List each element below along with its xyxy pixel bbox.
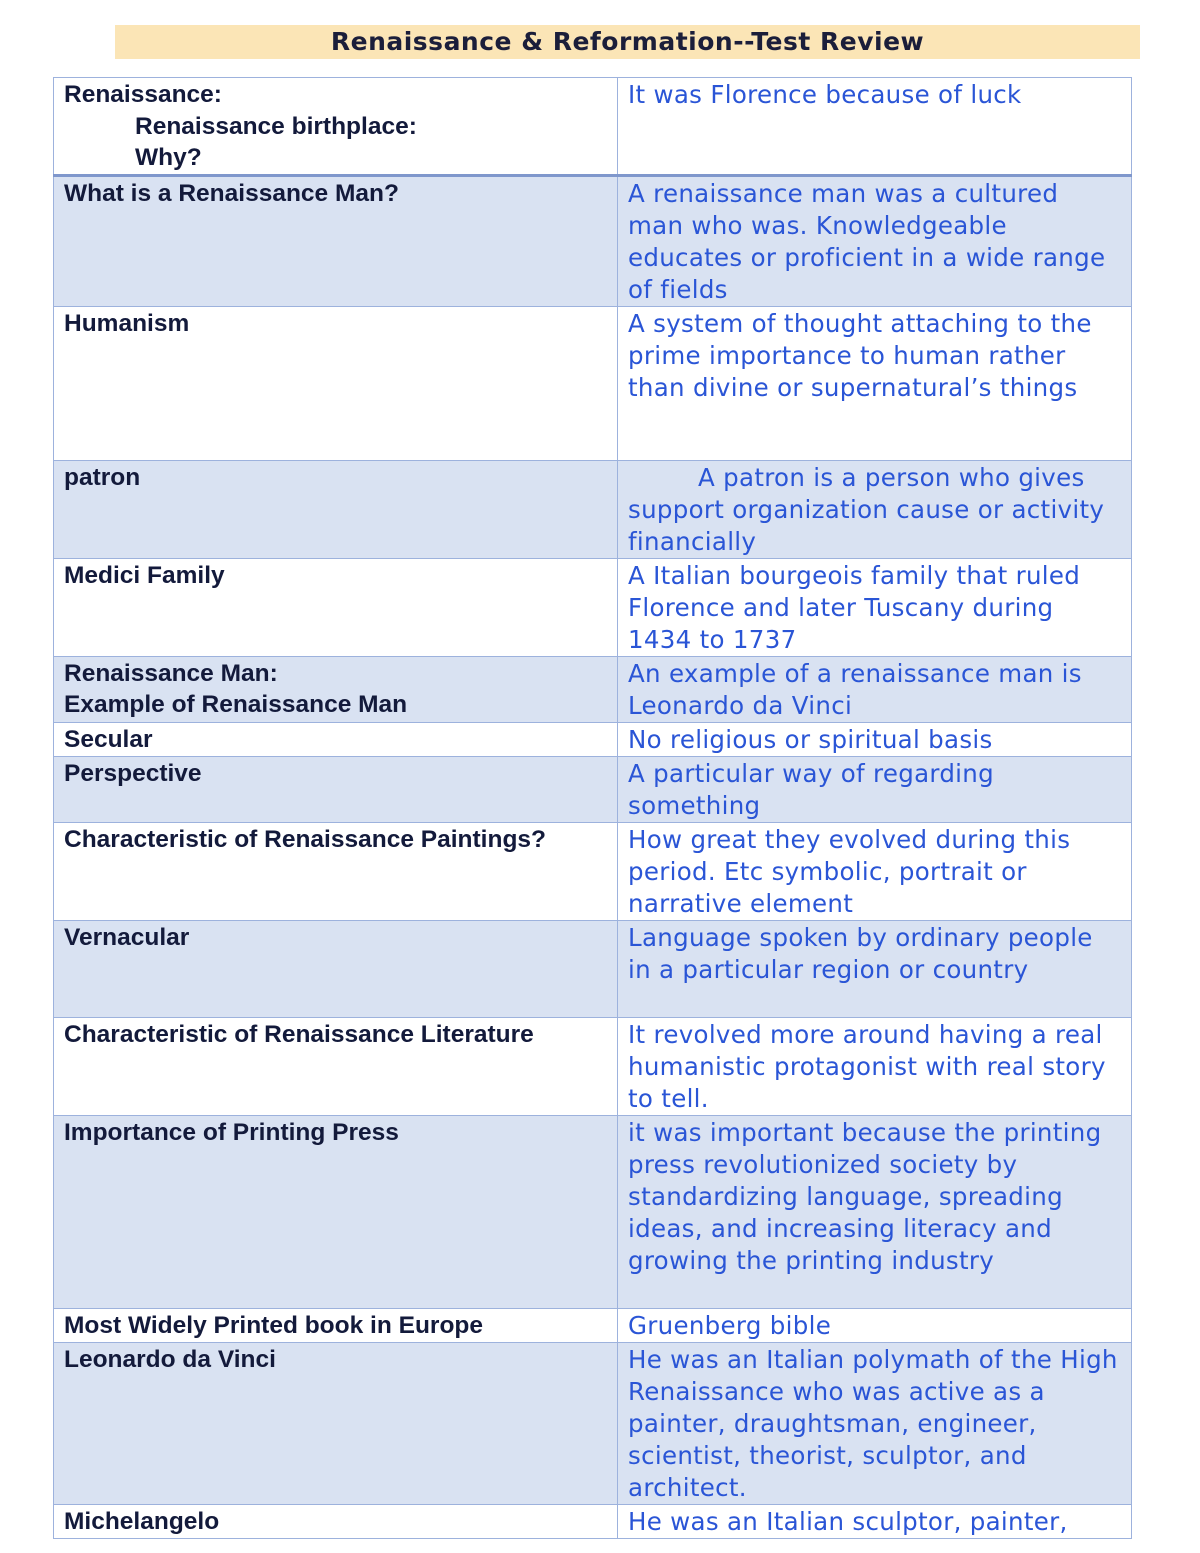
definition-cell: It revolved more around having a real humanistic protagonist with real story to tell. xyxy=(618,1017,1132,1115)
definition-cell: Gruenberg bible xyxy=(618,1308,1132,1342)
table-row xyxy=(54,558,1132,656)
table-row xyxy=(54,1017,1132,1115)
term-line: Why? xyxy=(135,144,202,171)
table-row xyxy=(54,306,1132,460)
term-cell: Humanism xyxy=(54,306,618,460)
table-row xyxy=(54,460,1132,558)
term-cell: What is a Renaissance Man? xyxy=(54,175,618,306)
table-row xyxy=(54,822,1132,920)
table-row xyxy=(54,1308,1132,1342)
definition-cell: No religious or spiritual basis xyxy=(618,722,1132,756)
definition-cell: A particular way of regarding something xyxy=(618,756,1132,822)
definition-cell: He was an Italian sculptor, painter, xyxy=(618,1504,1132,1538)
table-row xyxy=(54,1504,1132,1538)
table-row xyxy=(54,920,1132,1017)
term-line: Renaissance Man: xyxy=(64,659,278,687)
term-cell: Importance of Printing Press xyxy=(54,1115,618,1308)
table-row xyxy=(54,756,1132,822)
definition-cell: He was an Italian polymath of the High Renaissance who was active as a painter, draughtsman, engineer, scientist, theorist, sculptor, and architect. xyxy=(618,1342,1132,1504)
page-title: Renaissance & Reformation--Test Review xyxy=(115,25,1140,59)
term-cell: Vernacular xyxy=(54,920,618,1017)
term-cell: Characteristic of Renaissance Paintings? xyxy=(54,822,618,920)
term-cell: Secular xyxy=(54,722,618,756)
term-cell: Medici Family xyxy=(54,558,618,656)
table-row xyxy=(54,722,1132,756)
definition-cell: An example of a renaissance man is Leonardo da Vinci xyxy=(618,656,1132,722)
definition-cell: A renaissance man was a cultured man who was. Knowledgeable educates or proficient in a wide range of fields xyxy=(618,175,1132,306)
table-row xyxy=(54,78,1132,176)
term-line: Renaissance birthplace: xyxy=(135,112,417,140)
term-line: Renaissance: xyxy=(64,81,222,108)
review-table xyxy=(53,77,1132,1539)
term-cell: patron xyxy=(54,460,618,558)
term-cell xyxy=(54,78,618,176)
definition-cell: Language spoken by ordinary people in a particular region or country xyxy=(618,920,1132,1017)
term-line: Example of Renaissance Man xyxy=(64,691,408,718)
table-row xyxy=(54,1115,1132,1308)
definition-cell: It was Florence because of luck xyxy=(618,78,1132,176)
definition-cell: A patron is a person who gives support organization cause or activity financially xyxy=(618,460,1132,558)
term-cell: Most Widely Printed book in Europe xyxy=(54,1308,618,1342)
term-cell: Characteristic of Renaissance Literature xyxy=(54,1017,618,1115)
definition-cell: How great they evolved during this period. Etc symbolic, portrait or narrative element xyxy=(618,822,1132,920)
term-cell: Leonardo da Vinci xyxy=(54,1342,618,1504)
table-row xyxy=(54,175,1132,306)
table-row xyxy=(54,656,1132,722)
definition-cell: it was important because the printing press revolutionized society by standardizing language, spreading ideas, and increasing literacy and growing the printing industry xyxy=(618,1115,1132,1308)
term-cell: Perspective xyxy=(54,756,618,822)
table-row xyxy=(54,1342,1132,1504)
definition-cell: A system of thought attaching to the prime importance to human rather than divine or supernatural’s things xyxy=(618,306,1132,460)
term-cell: Michelangelo xyxy=(54,1504,618,1538)
term-cell xyxy=(54,656,618,722)
definition-cell: A Italian bourgeois family that ruled Florence and later Tuscany during 1434 to 1737 xyxy=(618,558,1132,656)
